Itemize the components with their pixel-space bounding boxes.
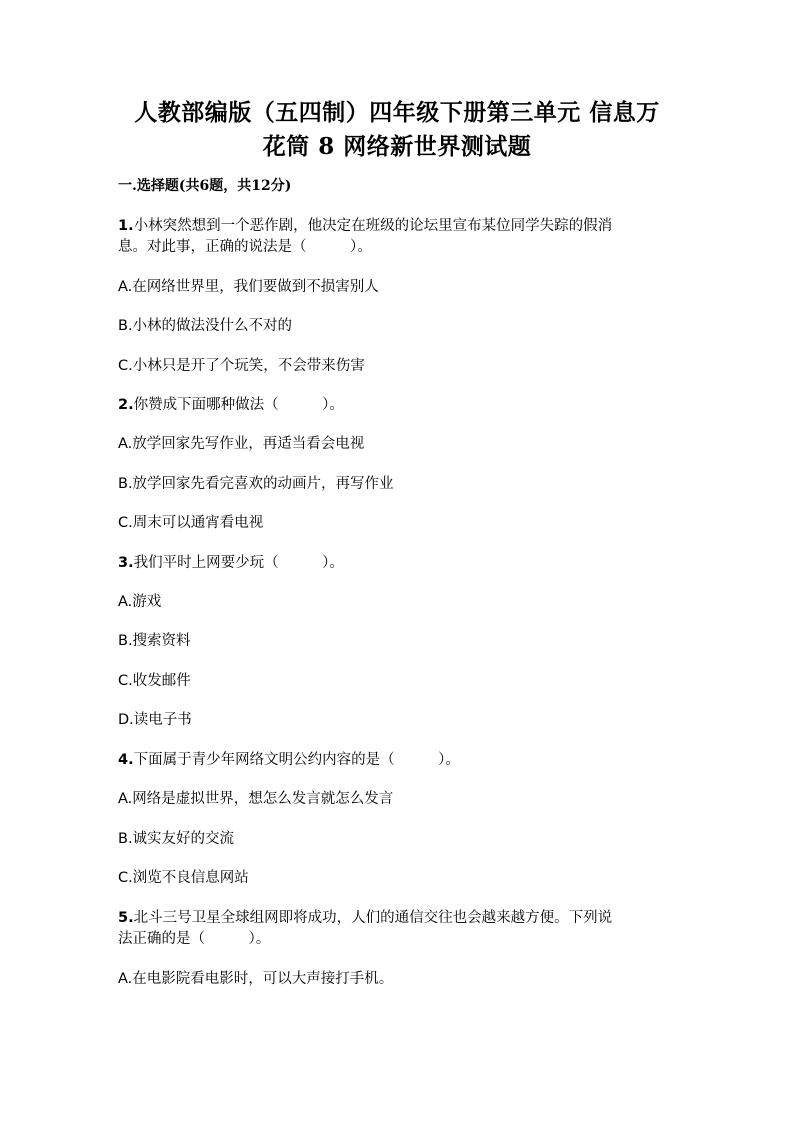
question-5-stem-text: 北斗三号卫星全球组网即将成功，人们的通信交往也会越来越方便。下列说 xyxy=(133,910,613,926)
title-line-1: 人教部编版（五四制）四年级下册第三单元 信息万 xyxy=(134,99,660,126)
question-1-stem-line-2: 息。对此事，正确的说法是（ ）。 xyxy=(118,239,372,255)
question-3-option-c: C.收发邮件 xyxy=(118,673,191,689)
question-3-stem-text: 我们平时上网要少玩（ ）。 xyxy=(133,555,344,571)
question-5-option-a: A.在电影院看电影时，可以大声接打手机。 xyxy=(118,971,394,987)
question-3-stem-line-1 xyxy=(118,553,678,573)
question-3-option-a: A.游戏 xyxy=(118,594,162,610)
question-3-number: 3. xyxy=(118,555,134,571)
question-2-stem-text: 你赞成下面哪种做法（ ）。 xyxy=(133,397,344,413)
question-1-number: 1. xyxy=(118,218,134,234)
question-2-stem-line-1 xyxy=(118,395,678,415)
question-2-option-a: A.放学回家先写作业，再适当看会电视 xyxy=(118,436,365,452)
question-1-option-b: B.小林的做法没什么不对的 xyxy=(118,318,293,334)
question-2-option-c: C.周末可以通宵看电视 xyxy=(118,515,264,531)
question-4-number: 4. xyxy=(118,752,134,768)
question-5-number: 5. xyxy=(118,910,134,926)
section-heading: 一.选择题(共6题，共12分) xyxy=(118,178,292,194)
question-3-option-b: B.搜索资料 xyxy=(118,633,191,649)
question-1-stem-text: 小林突然想到一个恶作剧，他决定在班级的论坛里宣布某位同学失踪的假消 xyxy=(133,218,613,234)
question-4-option-c: C.浏览不良信息网站 xyxy=(118,870,249,886)
question-1-stem-line-1 xyxy=(118,216,678,236)
question-4-option-a: A.网络是虚拟世界，想怎么发言就怎么发言 xyxy=(118,791,394,807)
question-2-option-b: B.放学回家先看完喜欢的动画片，再写作业 xyxy=(118,476,394,492)
question-5-stem-line-2: 法正确的是（ ）。 xyxy=(118,931,271,947)
question-5-stem-line-1 xyxy=(118,908,678,928)
title-line-2: 花筒 8 网络新世界测试题 xyxy=(262,133,532,160)
question-1-option-c: C.小林只是开了个玩笑，不会带来伤害 xyxy=(118,358,365,374)
question-4-stem-text: 下面属于青少年网络文明公约内容的是（ ）。 xyxy=(133,752,460,768)
question-4-stem-line-1 xyxy=(118,750,678,770)
question-4-option-b: B.诚实友好的交流 xyxy=(118,831,235,847)
question-2-number: 2. xyxy=(118,397,134,413)
question-3-option-d: D.读电子书 xyxy=(118,712,192,728)
question-1-option-a: A.在网络世界里，我们要做到不损害别人 xyxy=(118,279,379,295)
